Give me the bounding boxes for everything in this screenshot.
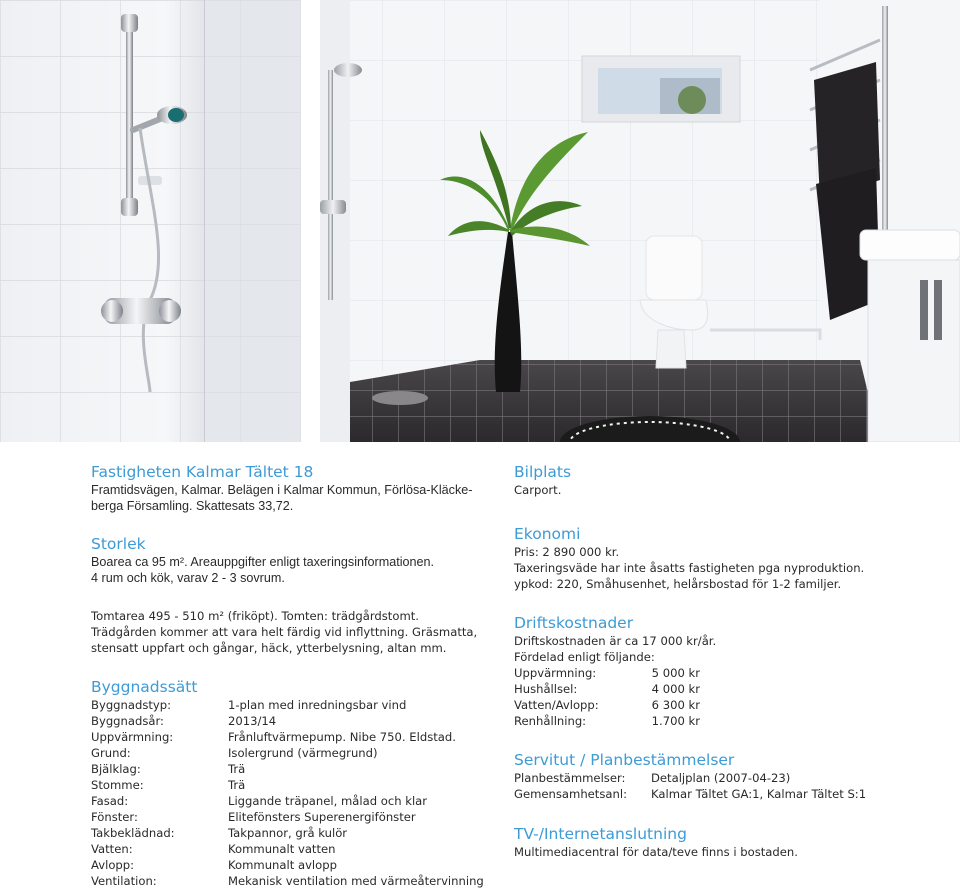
- table-row: [91, 745, 484, 761]
- row-label: Hushållsel:: [514, 682, 578, 696]
- table-row: [91, 729, 484, 745]
- right-column: [514, 462, 944, 860]
- tomt-line-1: Tomtarea 495 - 510 m² (friköpt). Tomten: trädgårdstomt.: [91, 609, 419, 623]
- driftskostnader-line-1: Driftskostnaden är ca 17 000 kr/år.: [514, 634, 717, 648]
- servitut-heading: Servitut / Planbestämmelser: [514, 751, 735, 769]
- row-value: Mekanisk ventilation med värmeåtervinning: [228, 874, 484, 888]
- row-value: 4 000 kr: [651, 682, 700, 696]
- row-value: 6 300 kr: [651, 698, 700, 712]
- ekonomi-heading: Ekonomi: [514, 525, 581, 543]
- table-row: [514, 665, 700, 681]
- tv-line-1: Multimediacentral för data/teve finns i bostaden.: [514, 845, 798, 859]
- row-value: Trä: [228, 778, 246, 792]
- ekonomi-line-1: Pris: 2 890 000 kr.: [514, 545, 620, 559]
- table-row: [91, 713, 484, 729]
- table-row: [514, 697, 700, 713]
- storlek-heading: Storlek: [91, 535, 146, 553]
- table-row: [91, 873, 484, 889]
- row-value: Kommunalt avlopp: [228, 858, 337, 872]
- table-row: [514, 713, 700, 729]
- row-label: Vatten/Avlopp:: [514, 698, 599, 712]
- table-row: [514, 681, 700, 697]
- row-label: Byggnadsår:: [91, 714, 164, 728]
- row-label: Uppvärmning:: [514, 666, 597, 680]
- table-row: [91, 777, 484, 793]
- row-label: Bjälklag:: [91, 762, 141, 776]
- table-row: [91, 761, 484, 777]
- table-row: [91, 809, 484, 825]
- servitut-table: [514, 770, 866, 802]
- table-row: [91, 793, 484, 809]
- driftskostnader-heading: Driftskostnader: [514, 614, 634, 632]
- bilplats-heading: Bilplats: [514, 463, 572, 481]
- row-value: Kommunalt vatten: [228, 842, 336, 856]
- row-value: Elitefönsters Superenergifönster: [228, 810, 416, 824]
- ekonomi-line-2: Taxeringsväde har inte åsatts fastigheten pga nyproduktion.: [514, 561, 865, 575]
- row-label: Gemensamhetsanl:: [514, 787, 627, 801]
- row-label: Takbeklädnad:: [91, 826, 175, 840]
- table-row: [514, 770, 866, 786]
- byggnadssatt-heading: Byggnadssätt: [91, 678, 198, 696]
- row-value: Frånluftvärmepump. Nibe 750. Eldstad.: [228, 730, 456, 744]
- row-label: Uppvärmning:: [91, 730, 174, 744]
- ekonomi-line-3: ypkod: 220, Småhusenhet, helårsbostad för 1-2 familjer.: [514, 577, 842, 591]
- left-column: [91, 462, 496, 889]
- byggnadssatt-table: [91, 697, 484, 889]
- row-label: Vatten:: [91, 842, 133, 856]
- row-value: Takpannor, grå kulör: [228, 826, 348, 840]
- row-value: 5 000 kr: [651, 666, 700, 680]
- row-value: Isolergrund (värmegrund): [228, 746, 378, 760]
- row-label: Planbestämmelser:: [514, 771, 626, 785]
- tv-heading: TV-/Internetanslutning: [514, 825, 687, 843]
- shower-photo: [0, 0, 301, 442]
- fastigheten-line-2: berga Församling. Skattesats 33,72.: [91, 499, 294, 513]
- storlek-line-2: 4 rum och kök, varav 2 - 3 sovrum.: [91, 571, 285, 585]
- table-row: [91, 841, 484, 857]
- table-row: [91, 697, 484, 713]
- tomt-line-2: Trädgården kommer att vara helt färdig vid inflyttning. Gräsmatta,: [91, 625, 478, 639]
- row-value: Kalmar Tältet GA:1, Kalmar Tältet S:1: [651, 787, 867, 801]
- row-label: Fasad:: [91, 794, 129, 808]
- bilplats-line-1: Carport.: [514, 483, 562, 497]
- row-label: Avlopp:: [91, 858, 135, 872]
- row-label: Stomme:: [91, 778, 144, 792]
- row-value: Trä: [228, 762, 246, 776]
- driftskostnader-line-2: Fördelad enligt följande:: [514, 650, 655, 664]
- row-value: 1-plan med inredningsbar vind: [228, 698, 407, 712]
- row-label: Fönster:: [91, 810, 138, 824]
- row-label: Byggnadstyp:: [91, 698, 172, 712]
- shower-illustration: [0, 0, 301, 442]
- row-value: 2013/14: [228, 714, 277, 728]
- row-label: Grund:: [91, 746, 131, 760]
- tomt-line-3: stensatt uppfart och gångar, häck, ytterbelysning, altan mm.: [91, 641, 447, 655]
- table-row: [514, 786, 866, 802]
- table-row: [91, 857, 484, 873]
- fastigheten-line-1: Framtidsvägen, Kalmar. Belägen i Kalmar Kommun, Förlösa-Kläcke-: [91, 483, 473, 497]
- table-row: [91, 825, 484, 841]
- row-value: Detaljplan (2007-04-23): [651, 771, 791, 785]
- storlek-line-1: Boarea ca 95 m². Areauppgifter enligt taxeringsinformationen.: [91, 555, 435, 569]
- row-value: Liggande träpanel, målad och klar: [228, 794, 428, 808]
- row-label: Renhållning:: [514, 714, 587, 728]
- row-label: Ventilation:: [91, 874, 157, 888]
- fastigheten-heading: Fastigheten Kalmar Tältet 18: [91, 463, 314, 481]
- bathroom-photo: [320, 0, 960, 442]
- bathroom-illustration: [320, 0, 960, 442]
- row-value: 1.700 kr: [651, 714, 700, 728]
- driftskostnader-table: [514, 665, 700, 729]
